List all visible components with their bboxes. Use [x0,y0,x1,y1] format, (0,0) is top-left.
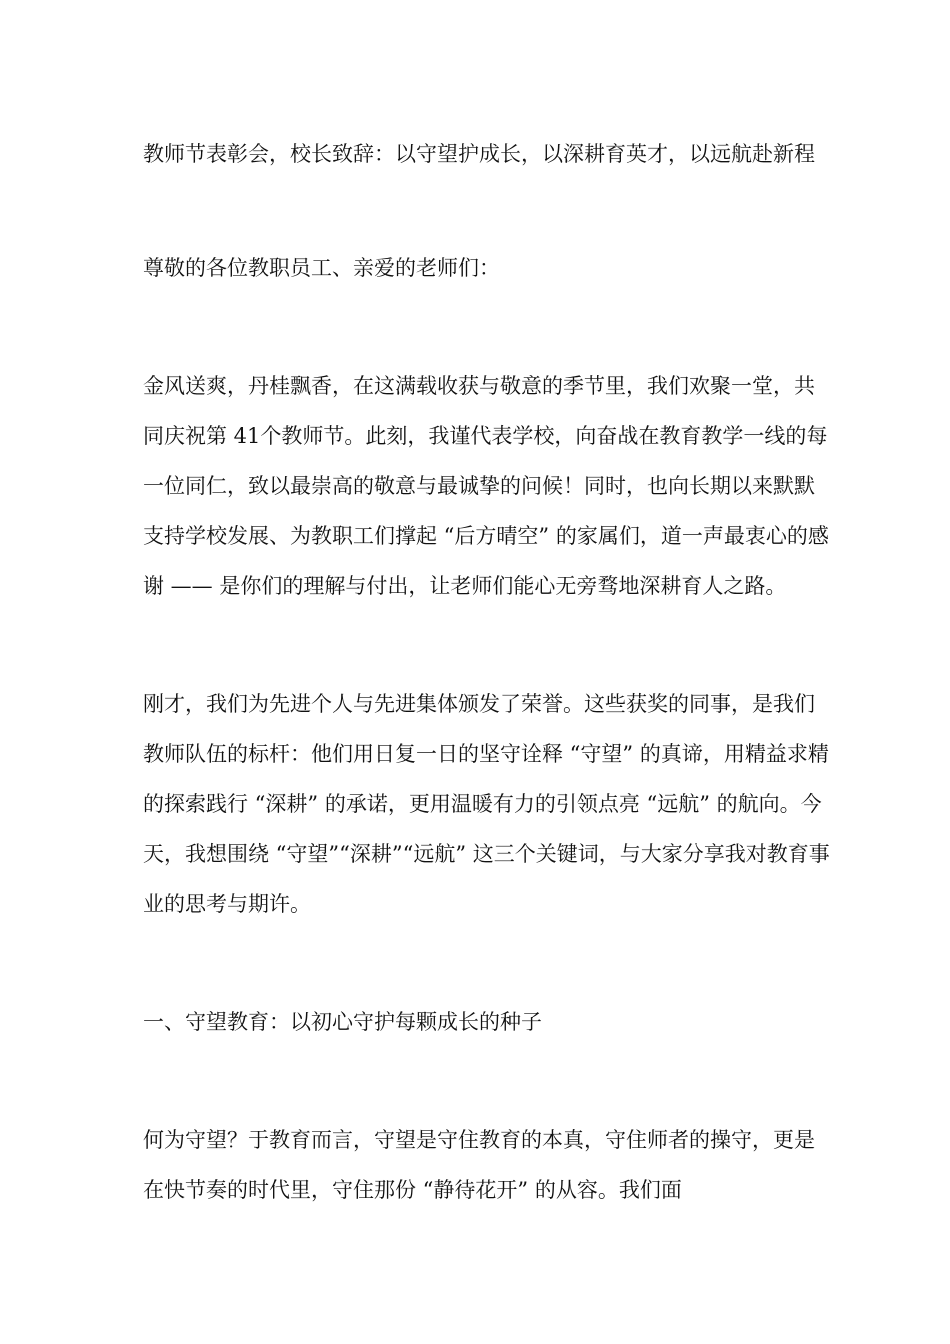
document-body [143,129,833,1283]
section-paragraph: 何为守望？于教育而言，守望是守住教育的本真，守住师者的操守，更是在快节奏的时代里，守住那份 “静待花开” 的从容。我们面 [143,1128,815,1202]
body-paragraph: 金风送爽，丹桂飘香，在这满载收获与敬意的季节里，我们欢聚一堂，共同庆祝第 41个教师节。此刻，我谨代表学校，向奋战在教育教学一线的每一位同仁，致以最崇高的敬意与最诚挚的问候！同时，也向长期以来默默支持学校发展、为教职工们撑起 “后方晴空” 的家属们，道一声最衷心的感谢 —— 是你们的理解与付出，让老师们能心无旁骛地深耕育人之路。 [143,374,829,598]
document-title: 教师节表彰会，校长致辞：以守望护成长，以深耕育英才，以远航赴新程 [143,142,815,166]
section-heading: 一、守望教育：以初心守护每颗成长的种子 [143,1010,542,1034]
body-paragraph: 刚才，我们为先进个人与先进集体颁发了荣誉。这些获奖的同事，是我们教师队伍的标杆：他们用日复一日的坚守诠释 “守望” 的真谛，用精益求精的探索践行 “深耕” 的承诺，更用温暖有力的引领点亮 “远航” 的航向。今天，我想围绕 “守望”“深耕”“远航” 这三个关键词，与大家分享我对教育事业的思考与期许。 [143,692,830,916]
salutation: 尊敬的各位教职员工、亲爱的老师们： [143,256,500,280]
